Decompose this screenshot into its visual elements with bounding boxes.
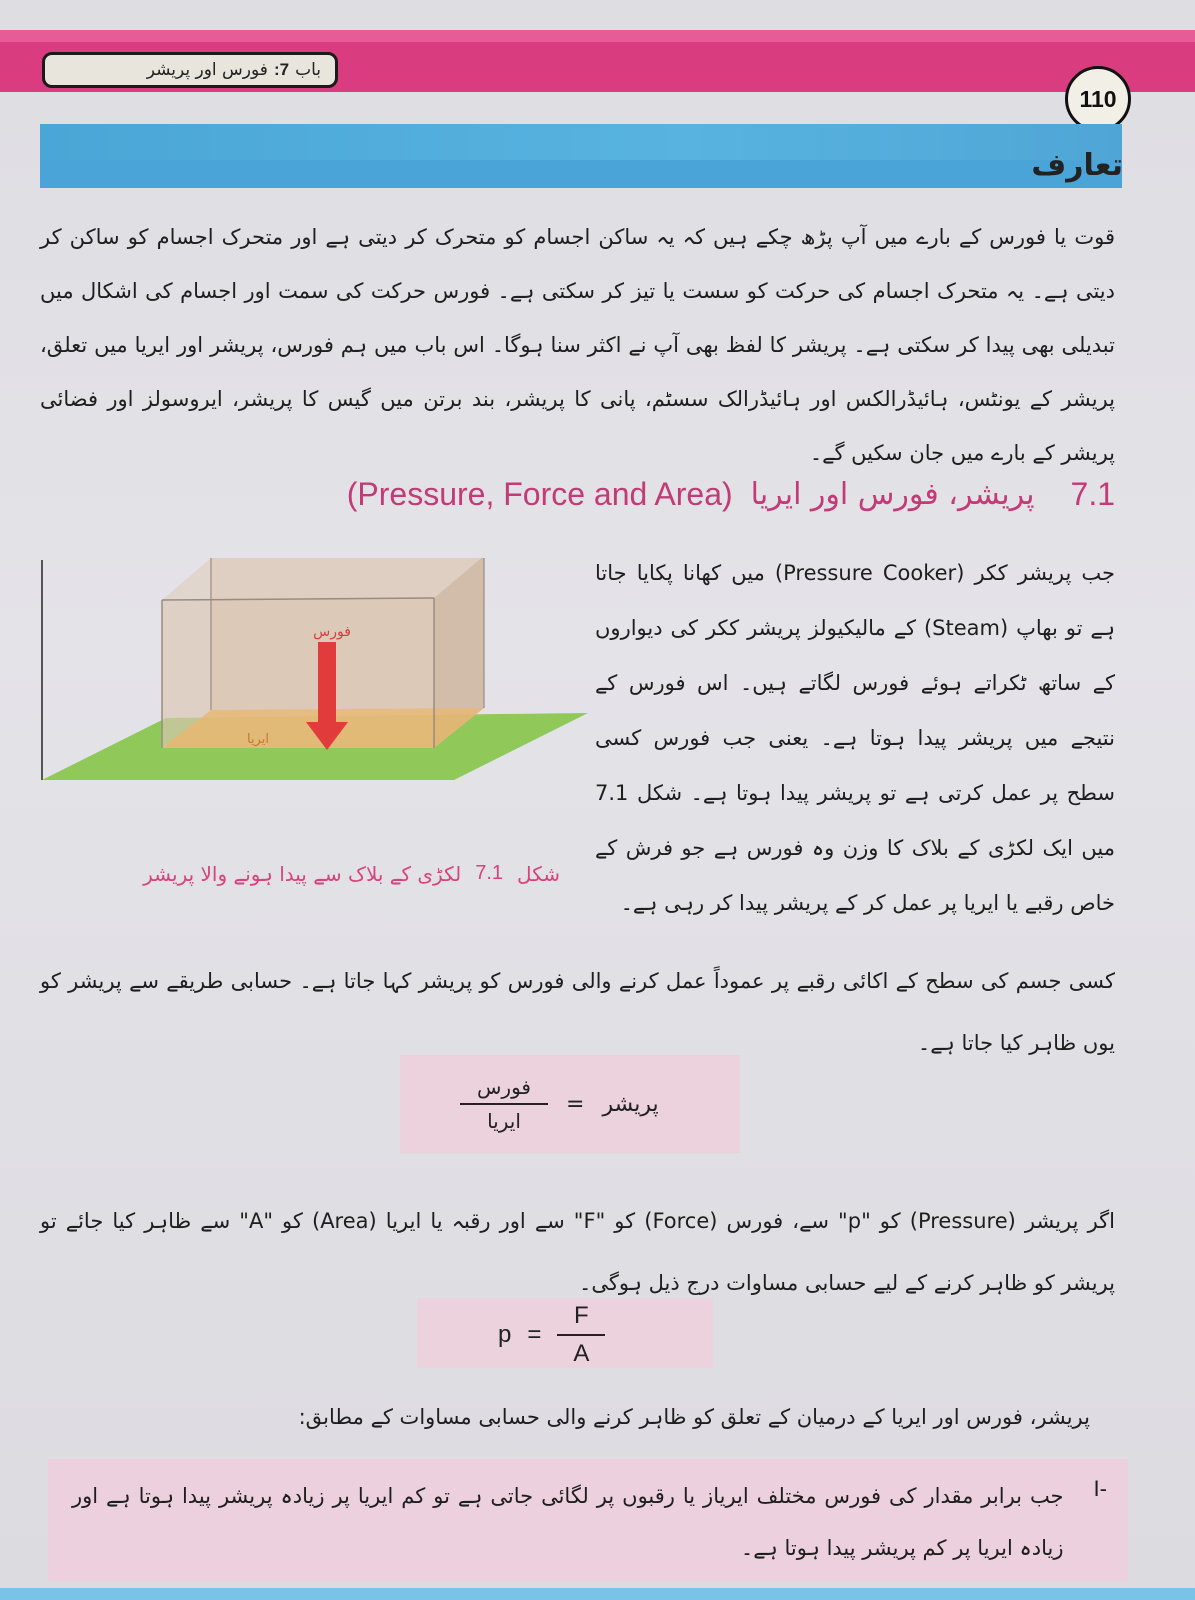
chapter-label: باب: [295, 60, 321, 80]
block-top-face: [162, 558, 484, 600]
figure-caption: [100, 862, 560, 886]
symbol-equation-fraction: [557, 1302, 605, 1368]
section-title-urdu: پریشر، فورس اور ایریا: [750, 477, 1035, 512]
list-item: [72, 1470, 1107, 1574]
word-equation: [460, 1075, 659, 1133]
page-number: 110: [1065, 66, 1131, 132]
figure-caption-number: 7.1: [475, 862, 504, 884]
intro-heading: تعارف: [1031, 148, 1123, 183]
relation-paragraph: پریشر، فورس اور ایریا کے درمیان کے تعلق کو ظاہر کرنے والی حسابی مساوات کے مطابق:: [298, 1405, 1090, 1429]
force-label: فورس: [313, 624, 351, 640]
figure-caption-text: لکڑی کے بلاک سے پیدا ہونے والا پریشر: [143, 862, 462, 886]
chapter-number: 7:: [273, 60, 290, 79]
word-equation-lhs: پریشر: [602, 1091, 659, 1117]
bottom-blue-strip: [0, 1588, 1195, 1600]
word-equation-numerator: فورس: [477, 1075, 531, 1099]
section-heading: [335, 476, 1115, 513]
word-equation-denominator: ایریا: [487, 1109, 521, 1133]
symbol-equation-denominator: A: [573, 1340, 590, 1367]
list-item-marker: I-: [1093, 1476, 1107, 1501]
top-pink-band-highlight: [0, 30, 1195, 42]
pressure-definition-paragraph: کسی جسم کی سطح کے اکائی رقبے پر عموداً عمل کرنے والی فورس کو پریشر کہا جاتا ہے۔ حسابی طریقے سے پریشر کو یوں ظاہر کیا جاتا ہے۔: [40, 969, 1115, 1055]
symbol-equation-equals: =: [527, 1321, 542, 1348]
word-equation-equals: =: [566, 1091, 585, 1117]
word-equation-fraction: [460, 1075, 548, 1133]
area-label: ایریا: [247, 732, 269, 747]
section-title-english: (Pressure, Force and Area): [346, 476, 733, 512]
list-item-text: جب برابر مقدار کی فورس مختلف ایریاز یا رقبوں پر لگائی جاتی ہے تو کم ایریا پر زیادہ پریشر پیدا ہوتا ہے اور زیادہ ایریا پر کم پریشر پیدا ہوتا ہے۔: [72, 1484, 1064, 1560]
symbol-equation: [498, 1302, 605, 1368]
symbols-paragraph: اگر پریشر (Pressure) کو "p" سے، فورس (Force) کو "F" سے اور رقبہ یا ایریا (Area) کو "A" سے ظاہر کیا جائے تو پریشر کو ظاہر کرنے کے لیے حسابی مساوات درج ذیل ہوگی۔: [40, 1209, 1115, 1295]
symbol-equation-lhs: p: [498, 1321, 512, 1348]
figure-caption-prefix: شکل: [517, 862, 560, 886]
chapter-title: فورس اور پریشر: [146, 60, 268, 80]
symbol-equation-numerator: F: [574, 1302, 589, 1329]
force-arrow-shaft: [318, 642, 336, 724]
intro-blue-band-lower: [40, 160, 1122, 188]
pressure-cooker-paragraph: جب پریشر ککر (Pressure Cooker) میں کھانا پکایا جاتا ہے تو بھاپ (Steam) کے مالیکیولز پریشر ککر کی دیواروں کے ساتھ ٹکراتے ہوئے فورس لگاتے ہیں۔ اس فورس کے نتیجے میں پریشر پیدا ہوتا ہے۔ یعنی جب فورس کسی سطح پر عمل کرتی ہے تو پریشر پیدا ہوتا ہے۔ شکل 7.1 میں ایک لکڑی کے بلاک کا وزن وہ فورس ہے جو فرش کے خاص رقبے یا ایریا پر عمل کر کے پریشر پیدا کر رہی ہے۔: [595, 561, 1116, 915]
section-number: 7.1: [1070, 476, 1115, 512]
wooden-block-figure: [36, 558, 606, 810]
intro-paragraph: قوت یا فورس کے بارے میں آپ پڑھ چکے ہیں کہ یہ ساکن اجسام کو متحرک کر دیتی ہے اور متحرک اجسام کو ساکن کر دیتی ہے۔ یہ متحرک اجسام کی حرکت کو سست یا تیز کر سکتی ہے۔ فورس حرکت کی سمت اور اجسام کی اشکال میں تبدیلی بھی پیدا کر سکتی ہے۔ پریشر کا لفظ بھی آپ نے اکثر سنا ہوگا۔ اس باب میں ہم فورس، پریشر اور ایریا میں تعلق، پریشر کے یونٹس، ہائیڈرالکس اور ہائیڈرالک سسٹم، پانی کا پریشر، بند برتن میں گیس کا پریشر، ایروسولز اور فضائی پریشر کے بارے میں جان سکیں گے۔: [40, 225, 1115, 465]
chapter-header-box: [42, 52, 338, 88]
